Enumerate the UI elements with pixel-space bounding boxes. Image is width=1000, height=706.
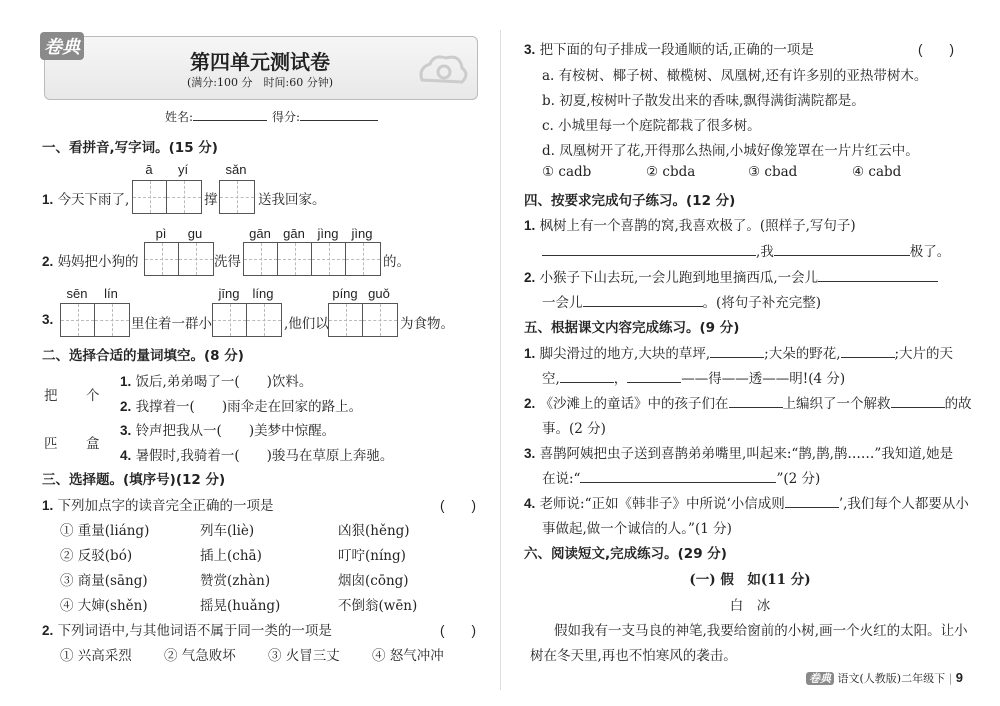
question-text: 铃声把我从一( )美梦中惊醒。	[135, 423, 336, 439]
page-title: 第四单元测试卷	[190, 50, 330, 74]
char-grid[interactable]	[219, 180, 255, 214]
option: ① 兴高采烈	[60, 648, 132, 664]
char-grid[interactable]	[60, 303, 130, 337]
question-text: ”(2 分)	[776, 471, 821, 487]
option: 摇晃(huǎng)	[200, 598, 281, 614]
answer-blank[interactable]	[818, 267, 938, 282]
pinyin: ā	[145, 162, 153, 177]
question-text: ;大朵的野花,	[764, 346, 841, 362]
answer-blank[interactable]	[774, 241, 910, 256]
question-number: 2.	[42, 623, 54, 638]
pinyin: pì	[155, 226, 167, 241]
question-text: 下列词语中,与其他词语不属于同一类的一项是	[57, 623, 332, 639]
score-input[interactable]	[300, 106, 378, 121]
answer-paren[interactable]: ( )	[440, 623, 476, 638]
word-choice: 盒	[86, 436, 100, 452]
option: ② 反驳(bó)	[60, 548, 133, 564]
question-text: 在说:“	[542, 471, 581, 487]
question-text: 的。	[383, 254, 410, 270]
pinyin: yí	[177, 162, 189, 177]
question-3-2	[42, 619, 332, 639]
question-number: 3.	[524, 446, 536, 461]
column-divider	[500, 30, 501, 690]
question-3-3	[524, 38, 814, 58]
question-text: 老师说:“正如《韩非子》中所说‘小信成则	[539, 496, 785, 512]
answer-line	[542, 240, 950, 260]
pinyin: jīng	[218, 286, 240, 301]
question-1-1	[42, 188, 129, 208]
question-text: ,我	[756, 244, 774, 260]
question-text: 妈妈把小狗的	[57, 254, 139, 270]
question-5-3	[524, 442, 953, 462]
question-5-2	[524, 392, 972, 412]
answer-line	[542, 467, 820, 487]
question-1-2	[42, 250, 139, 270]
question-number: 2.	[42, 254, 54, 269]
page-number: 9	[955, 670, 964, 685]
question-text: 为食物。	[400, 316, 454, 332]
passage-text: 假如我有一支马良的神笔,我要给窗前的小树,画一个火红的太阳。让小	[554, 623, 968, 639]
list-item	[120, 419, 335, 439]
answer-blank[interactable]	[785, 493, 839, 508]
option: ④ 大婶(shěn)	[60, 598, 148, 614]
question-5-4	[524, 492, 969, 512]
question-text: 今天下雨了,	[57, 192, 130, 208]
footer: 卷典 语文(人教版)二年级下 | 9	[806, 670, 963, 686]
option: 不倒翁(wēn)	[338, 598, 418, 614]
section-2-heading: 二、选择合适的量词填空。(8 分)	[42, 348, 244, 364]
option: 赞赏(zhàn)	[200, 573, 271, 589]
question-text: 送我回家。	[258, 192, 326, 208]
passage-text: 树在冬天里,再也不怕寒风的袭击。	[530, 648, 737, 664]
answer-blank[interactable]	[583, 292, 703, 307]
question-number: 4.	[524, 496, 536, 511]
question-text: 喜鹊阿姨把虫子送到喜鹊弟弟嘴里,叫起来:“鹊,鹊,鹊……”我知道,她是	[539, 446, 954, 462]
question-text: ,他们以	[284, 316, 329, 332]
list-item	[120, 370, 312, 390]
question-number: 1.	[524, 218, 536, 233]
pinyin: lín	[104, 286, 118, 301]
sentence-line: a. 有桉树、椰子树、橄榄树、凤凰树,还有许多别的亚热带树木。	[542, 68, 928, 84]
option: ① cadb	[542, 164, 592, 180]
question-text: 《沙滩上的童话》中的孩子们在	[539, 396, 729, 412]
char-grid[interactable]	[243, 242, 381, 276]
section-6-heading: 六、阅读短文,完成练习。(29 分)	[524, 546, 727, 562]
question-text: 小猴子下山去玩,一会儿跑到地里摘西瓜,一会儿	[539, 270, 819, 286]
option: ④ 怒气冲冲	[372, 648, 444, 664]
answer-paren[interactable]: ( )	[918, 42, 954, 57]
question-4-1	[524, 214, 856, 234]
question-text: 上编织了一个解救	[782, 396, 891, 412]
question-text: 饭后,弟弟喝了一( )饮料。	[135, 374, 313, 390]
page-subtitle: (满分:100 分 时间:60 分钟)	[187, 76, 333, 89]
pinyin: gān	[249, 226, 271, 241]
char-grid[interactable]	[328, 303, 398, 337]
answer-blank[interactable]	[542, 241, 756, 256]
question-number: 1.	[42, 498, 54, 513]
question-text: 洗得	[214, 254, 241, 270]
question-text: 空,	[542, 371, 560, 387]
option: ④ cabd	[852, 164, 902, 180]
char-grid[interactable]	[132, 180, 202, 214]
answer-paren[interactable]: ( )	[440, 498, 476, 513]
question-number: 1.	[120, 374, 132, 389]
footer-logo: 卷典	[806, 672, 834, 685]
answer-line: 空, ， ——得——透——明!(4 分)	[542, 367, 845, 387]
passage-title: 白 冰	[729, 598, 771, 614]
score-field	[272, 106, 378, 125]
pinyin: líng	[252, 286, 274, 301]
answer-line	[542, 291, 821, 311]
question-4-2	[524, 266, 938, 286]
word-choice: 个	[86, 388, 100, 404]
pinyin: jìng	[317, 226, 339, 241]
question-text: 事做起,做一个诚信的人。”(1 分)	[542, 521, 732, 537]
pinyin: sǎn	[225, 162, 247, 177]
question-number: 1.	[42, 192, 54, 207]
sentence-line: b. 初夏,桉树叶子散发出来的香味,飘得满街满院都是。	[542, 93, 865, 109]
question-text: ’,我们每个人都要从小	[838, 496, 969, 512]
list-item	[120, 395, 362, 415]
logo: 卷典	[40, 32, 84, 60]
name-field	[165, 106, 267, 125]
section-1-heading: 一、看拼音,写字词。(15 分)	[42, 140, 218, 156]
question-text: 撑	[204, 192, 218, 208]
question-text: 下列加点字的读音完全正确的一项是	[57, 498, 274, 514]
name-input[interactable]	[193, 106, 267, 121]
sentence-line: d. 凤凰树开了花,开得那么热闹,小城好像笼罩在一片片红云中。	[542, 143, 919, 159]
option: ③ 商量(sāng)	[60, 573, 148, 589]
question-text: 枫树上有一个喜鹊的窝,我喜欢极了。(照样子,写句子)	[539, 218, 856, 234]
question-text: 一会儿	[542, 295, 583, 311]
option: 列车(liè)	[200, 523, 255, 539]
option: ② cbda	[646, 164, 696, 180]
sentence-line: c. 小城里每一个庭院都栽了很多树。	[542, 118, 761, 134]
pinyin: gān	[283, 226, 305, 241]
word-choice: 把	[44, 388, 58, 404]
pinyin: sēn	[66, 286, 88, 301]
list-item	[120, 444, 393, 464]
question-text: 的故	[944, 396, 972, 412]
question-5-1	[524, 342, 953, 362]
score-label: 得分:	[272, 110, 301, 124]
answer-blank[interactable]	[891, 393, 945, 408]
pinyin: píng	[332, 286, 358, 301]
answer-blank[interactable]	[560, 368, 614, 383]
option: ② 气急败坏	[164, 648, 236, 664]
question-text: 里住着一群小	[131, 316, 212, 332]
question-text: 我撑着一( )雨伞走在回家的路上。	[135, 399, 363, 415]
question-number: 2.	[524, 396, 536, 411]
option: 烟囱(cōng)	[338, 573, 409, 589]
word-choice: 匹	[44, 436, 58, 452]
pinyin: jìng	[351, 226, 373, 241]
question-text: 事。(2 分)	[542, 421, 606, 437]
option: ① 重量(liáng)	[60, 523, 150, 539]
question-number: 3.	[524, 42, 536, 57]
answer-blank[interactable]	[710, 343, 764, 358]
answer-blank[interactable]	[729, 393, 783, 408]
question-number: 1.	[524, 346, 536, 361]
question-text: 极了。	[909, 244, 951, 260]
passage-subheading: (一) 假 如(11 分)	[689, 572, 811, 588]
question-number: 4.	[120, 448, 132, 463]
question-number: 3.	[42, 312, 54, 327]
section-5-heading: 五、根据课文内容完成练习。(9 分)	[524, 320, 740, 336]
question-text: 暑假时,我骑着一( )骏马在草原上奔驰。	[135, 448, 394, 464]
option: 插上(chā)	[200, 548, 262, 564]
question-3-1	[42, 494, 274, 514]
section-4-heading: 四、按要求完成句子练习。(12 分)	[524, 193, 736, 209]
question-number: 2.	[524, 270, 536, 285]
char-grid[interactable]	[144, 242, 214, 276]
option: ③ cbad	[748, 164, 798, 180]
footer-text: 语文(人教版)二年级下	[837, 672, 946, 685]
answer-blank[interactable]	[627, 368, 681, 383]
question-number: 2.	[120, 399, 132, 414]
question-text: ;大片的天	[894, 346, 954, 362]
option: ③ 火冒三丈	[268, 648, 340, 664]
answer-blank[interactable]	[580, 468, 776, 483]
section-3-heading: 三、选择题。(填序号)(12 分)	[42, 472, 226, 488]
option: 凶狠(hěng)	[338, 523, 410, 539]
question-text: 。(将句子补充完整)	[702, 295, 822, 311]
char-grid[interactable]	[212, 303, 282, 337]
answer-blank[interactable]	[841, 343, 895, 358]
pinyin: gu	[187, 226, 203, 241]
name-label: 姓名:	[165, 110, 194, 124]
question-text: 把下面的句子排成一段通顺的话,正确的一项是	[539, 42, 814, 58]
option: 叮咛(níng)	[338, 548, 406, 564]
pinyin: guǒ	[368, 286, 390, 301]
question-text: ——得——透——明!(4 分)	[681, 371, 846, 387]
question-text: 脚尖滑过的地方,大块的草坪,	[539, 346, 711, 362]
question-number: 3.	[120, 423, 132, 438]
